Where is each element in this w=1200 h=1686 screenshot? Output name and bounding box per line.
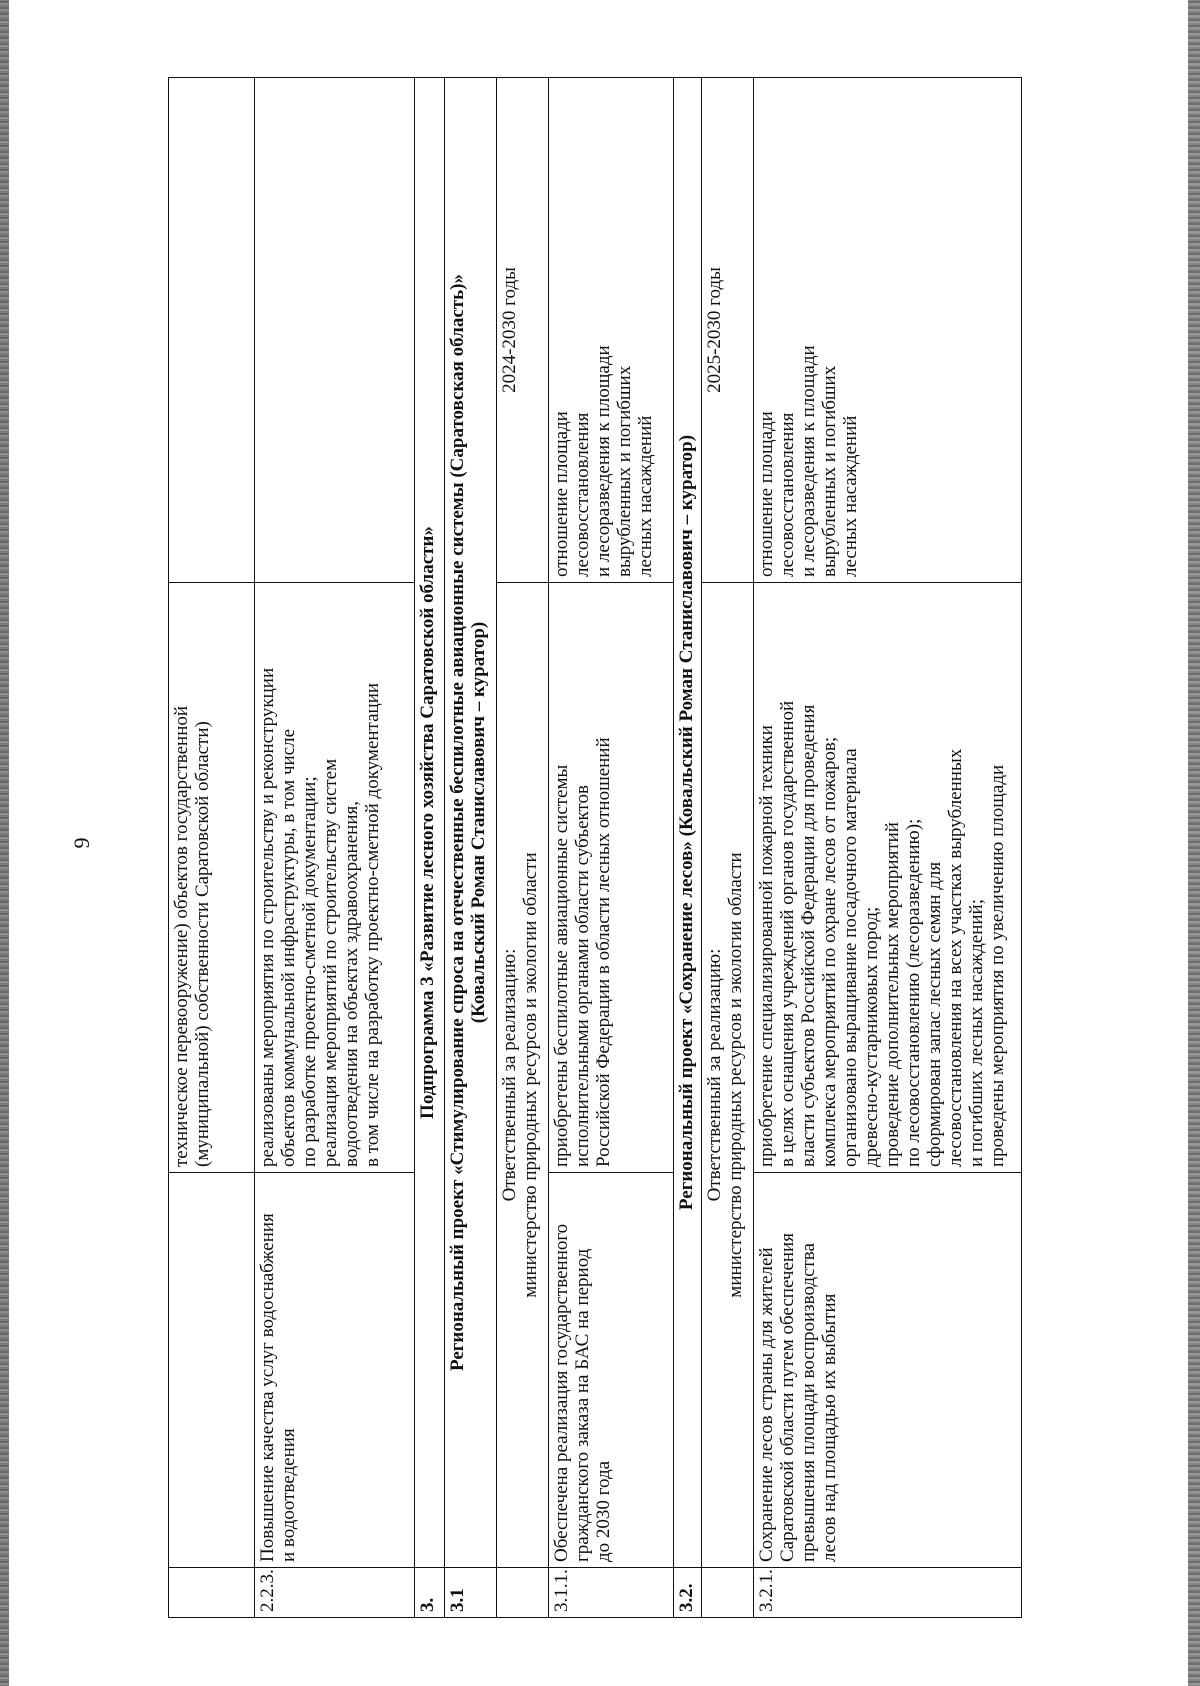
indicator-cell [754, 78, 1022, 583]
task-cell [549, 1173, 674, 1568]
table-row [674, 78, 702, 1618]
text-line: (Ковальский Роман Станиславович – куратор) [468, 621, 489, 1024]
responsible-label: Ответственный за реализацию: [704, 948, 725, 1202]
program-table [168, 77, 1022, 1618]
responsible-cell [497, 583, 549, 1568]
text-line: Саратовской области путем обеспечения [777, 1233, 798, 1562]
text-line: лесовосстановления на всех участках вырубленных [945, 748, 966, 1167]
page-number: 9 [69, 837, 94, 849]
table-row [445, 78, 497, 1618]
measure-cell [169, 583, 255, 1173]
rotated-table-container [168, 78, 1083, 1618]
text-line: сформирован запас лесных семян для [924, 861, 945, 1167]
text-line: лесовосстановления [572, 412, 593, 577]
text-line: и погибших лесных насаждений; [966, 899, 987, 1167]
text-line: власти субъектов Российской Федерации для проведения [798, 704, 819, 1167]
text-line: техническое перевооружение) объектов государственной [171, 705, 192, 1167]
text-line: лесовосстановления [777, 412, 798, 577]
text-line: отношение площади [756, 411, 777, 577]
text-line: (муниципальной) собственности Саратовской области) [192, 721, 213, 1167]
text-line: проведение дополнительных мероприятий [882, 822, 903, 1167]
text-line: приобретение специализированной пожарной техники [756, 725, 777, 1167]
measure-cell [255, 583, 415, 1173]
text-line: вырубленных и погибших [819, 365, 840, 577]
period-cell: 2024-2030 годы [497, 78, 549, 583]
row-number: 2.2.3. [255, 1568, 415, 1618]
text-line: в том числе на разработку проектно-сметной документации [362, 682, 383, 1167]
table-row [549, 78, 674, 1618]
text-line: лесов над площадью их выбытия [819, 1293, 840, 1562]
task-cell [169, 1173, 255, 1568]
text-line: лесных насаждений [635, 415, 656, 577]
indicator-cell [255, 78, 415, 583]
period-cell: 2025-2030 годы [702, 78, 754, 583]
indicator-cell [169, 78, 255, 583]
text-line: Повышение качества услуг водоснабжения [257, 1213, 278, 1562]
table-row [169, 78, 255, 1618]
text-line: Обеспечена реализация государственного [551, 1223, 572, 1562]
section-number: 3.1 [445, 1568, 497, 1618]
section-number: 3. [415, 1568, 445, 1618]
text-line: организовано выращивание посадочного материала [840, 748, 861, 1167]
table-row [415, 78, 445, 1618]
num-cell [497, 1568, 549, 1618]
text-line: по лесовосстановлению (лесоразведению); [903, 818, 924, 1167]
text-line: исполнительными органами области субъектов [572, 784, 593, 1167]
measure-cell [754, 583, 1022, 1173]
section-number: 3.2. [674, 1568, 702, 1618]
text-line: Региональный проект «Стимулирование спроса на отечественные беспилотные авиационные системы (Саратовская область)» [447, 274, 468, 1371]
text-line: отношение площади [551, 411, 572, 577]
responsible-ministry: министерство природных ресурсов и экологии области [725, 852, 746, 1298]
project-title [445, 78, 497, 1568]
scan-edge-left [0, 0, 9, 1686]
text-line: проведены мероприятия по увеличению площади [987, 764, 1008, 1167]
text-line: объектов коммунальной инфраструктуры, в том числе [278, 728, 299, 1167]
row-number: 3.2.1. [754, 1568, 1022, 1618]
table-row [255, 78, 415, 1618]
text-line: приобретены беспилотные авиационные системы [551, 764, 572, 1167]
text-line: лесных насаждений [840, 415, 861, 577]
subprogram-title: Подпрограмма 3 «Развитие лесного хозяйства Саратовской области» [415, 78, 445, 1568]
table-row [497, 78, 549, 1618]
text-line: и водоотведения [278, 1428, 299, 1562]
text-line: превышения площади воспроизводства [798, 1243, 819, 1562]
responsible-ministry: министерство природных ресурсов и экологии области [520, 852, 541, 1298]
task-cell [754, 1173, 1022, 1568]
num-cell [169, 1568, 255, 1618]
responsible-cell [702, 583, 754, 1568]
text-line: Сохранение лесов страны для жителей [756, 1247, 777, 1562]
table-row [754, 78, 1022, 1618]
num-cell [702, 1568, 754, 1618]
text-line: и лесоразведения к площади [798, 345, 819, 577]
text-line: в целях оснащения учреждений органов государственной [777, 700, 798, 1167]
scan-edge-right [1188, 0, 1200, 1686]
text-line: комплекса мероприятий по охране лесов от пожаров; [819, 736, 840, 1167]
text-line: по разработке проектно-сметной документации; [299, 776, 320, 1167]
indicator-cell [549, 78, 674, 583]
responsible-label: Ответственный за реализацию: [499, 948, 520, 1202]
row-number: 3.1.1. [549, 1568, 674, 1618]
measure-cell [549, 583, 674, 1173]
text-line: гражданского заказа на БАС на период [572, 1248, 593, 1562]
text-line: Российской Федерации в области лесных отношений [593, 737, 614, 1167]
task-cell [255, 1173, 415, 1568]
table-row [702, 78, 754, 1618]
text-line: вырубленных и погибших [614, 365, 635, 577]
text-line: до 2030 года [593, 1460, 614, 1562]
text-line: и лесоразведения к площади [593, 345, 614, 577]
text-line: водоотведения на объектах здравоохранения, [341, 801, 362, 1167]
text-line: древесно-кустарниковых пород; [861, 906, 882, 1167]
project-title: Региональный проект «Сохранение лесов» (Ковальский Роман Станиславович – куратор) [674, 78, 702, 1568]
text-line: реализация мероприятий по строительству систем [320, 758, 341, 1167]
text-line: реализованы мероприятия по строительству и реконструкции [257, 667, 278, 1167]
